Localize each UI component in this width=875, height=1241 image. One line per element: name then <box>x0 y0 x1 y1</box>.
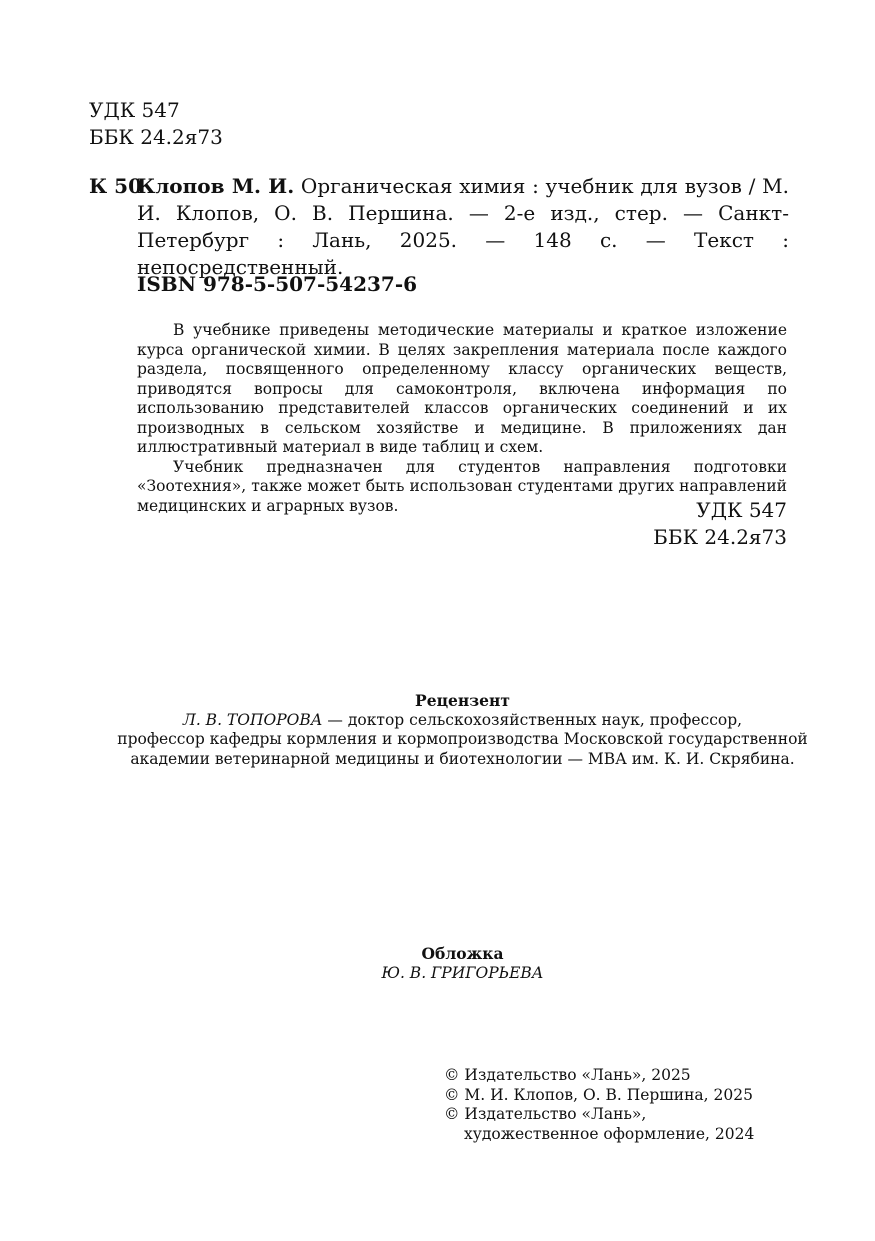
copyright-block <box>444 1066 754 1144</box>
copyright-line: © М. И. Клопов, О. В. Першина, 2025 <box>444 1085 753 1104</box>
udk-code: УДК 547 <box>696 498 787 522</box>
abstract-paragraph: Учебник предназначен для студентов направления подготовки «Зоотехния», также может быть использован студентами других направлений медицинских и аграрных вузов. <box>137 457 787 515</box>
bibliographic-entry <box>137 173 789 281</box>
bbk-code: ББК 24.2я73 <box>653 525 787 549</box>
cover-heading: Обложка <box>421 944 504 963</box>
abstract-paragraph: В учебнике приведены методические материалы и краткое изложение курса органической химии. В целях закрепления материала после каждого раздела, посвященного определенному классу органических веществ, приводятся вопросы для самоконтроля, включена информация по использованию представителей классов органических соединений и их производных в сельском хозяйстве и медицине. В приложениях дан иллюстративный материал в виде таблиц и схем. <box>137 321 787 456</box>
reviewer-line <box>100 711 825 731</box>
author-name: Клопов М. И. <box>137 174 295 198</box>
copyright-line: © Издательство «Лань», <box>444 1105 647 1123</box>
bibliographic-description: Органическая химия : учебник для вузов / М. И. Клопов, О. В. Першина. — 2-е изд., стер. — Санкт-Петербург : Лань, 2025. — 148 с. — Текст : непосредственный. <box>137 174 790 279</box>
author-mark: К 50 <box>89 174 142 198</box>
bibliographic-record <box>89 173 789 281</box>
bbk-code: ББК 24.2я73 <box>89 125 223 149</box>
reviewer-name: Л. В. ТОПОРОВА <box>182 710 323 729</box>
reviewer-heading: Рецензент <box>415 691 510 710</box>
udk-code: УДК 547 <box>89 98 180 122</box>
reviewer-block <box>100 691 825 769</box>
cover-block <box>100 944 825 983</box>
abstract <box>137 321 787 516</box>
isbn: ISBN 978-5-507-54237-6 <box>137 272 418 296</box>
classification-bottom <box>600 497 787 551</box>
reviewer-affiliation: академии ветеринарной медицины и биотехнологии — МВА им. К. И. Скрябина. <box>130 749 795 768</box>
reviewer-affiliation: профессор кафедры кормления и кормопроизводства Московской государственной <box>117 730 808 748</box>
cover-designer: Ю. В. ГРИГОРЬЕВА <box>381 963 544 982</box>
reviewer-title: — доктор сельскохозяйственных наук, профессор, <box>322 710 743 729</box>
classification-top <box>89 97 223 151</box>
copyright-line: художественное оформление, 2024 <box>464 1124 755 1143</box>
copyright-line: © Издательство «Лань», 2025 <box>444 1066 691 1084</box>
